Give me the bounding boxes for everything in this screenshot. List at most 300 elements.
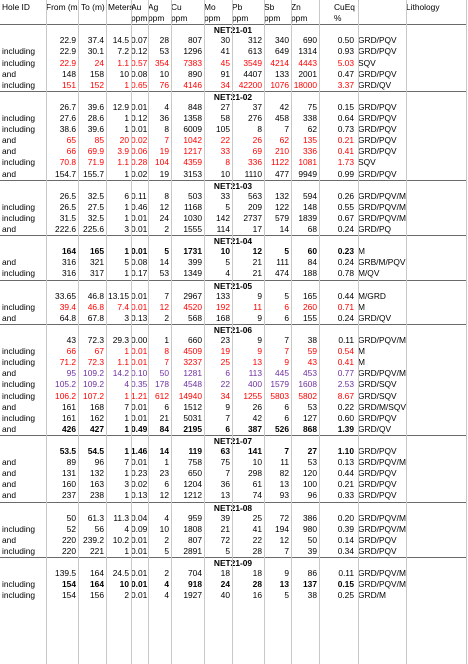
cell-to: 46.8	[87, 290, 104, 301]
cell-mo: 192	[216, 301, 230, 312]
cell-from: 154	[62, 590, 76, 601]
cell-mo: 13	[220, 490, 230, 501]
interval-qualifier	[2, 513, 46, 524]
cell-meters: 14.2	[112, 368, 129, 379]
cell-sb: 7	[284, 446, 289, 456]
cell-au: 0.04	[131, 512, 148, 523]
cell-ag: 1	[164, 457, 169, 468]
cell-meters: 3.9	[117, 146, 129, 157]
cell-zn: 1608	[298, 379, 317, 390]
cell-pb: 22	[252, 534, 262, 545]
unit-mo: ppm	[204, 13, 221, 24]
interval-qualifier: including	[2, 412, 36, 423]
cell-mo: 7	[225, 412, 230, 423]
cell-pb: 9	[257, 335, 262, 345]
cell-sb: 7	[284, 545, 289, 556]
table-row	[0, 224, 466, 235]
table-row	[0, 191, 466, 202]
cell-pb: 41	[252, 523, 262, 534]
table-row	[0, 546, 466, 557]
cell-meters: 1	[124, 390, 129, 401]
cell-zn: 50	[307, 534, 317, 545]
table-row	[0, 446, 466, 457]
table-row	[0, 291, 466, 302]
cell-pb: 387	[248, 423, 262, 434]
cell-lithology: GRD/QV	[358, 423, 392, 434]
interval-qualifier	[2, 246, 46, 257]
cell-sb: 11	[280, 457, 289, 468]
cell-zn: 84	[307, 257, 317, 268]
cell-cueq: 0.78	[337, 268, 354, 279]
cell-sb: 122	[275, 201, 289, 212]
cell-ag: 8	[164, 124, 169, 135]
cell-pb: 9	[257, 346, 262, 357]
cell-sb: 340	[275, 35, 289, 46]
cell-cu: 1042	[183, 135, 202, 146]
cell-sb: 6	[284, 412, 289, 423]
cell-mo: 9	[225, 401, 230, 412]
hole-header-row	[0, 557, 466, 568]
cell-pb: 8	[257, 124, 262, 135]
cell-from: 65	[66, 135, 76, 146]
cell-cu: 758	[188, 457, 202, 468]
cell-mo: 34	[220, 390, 230, 401]
cell-cueq: 0.15	[337, 579, 354, 590]
cell-cueq: 0.13	[337, 457, 354, 468]
cell-zn: 18000	[293, 79, 317, 90]
cell-lithology: GRD/PQV/M	[358, 190, 406, 201]
table-row	[0, 157, 466, 168]
cell-to: 67.8	[87, 312, 104, 323]
cell-zn: 120	[303, 468, 317, 479]
cell-to: 56	[94, 523, 104, 534]
cell-lithology: M	[358, 346, 365, 357]
interval-qualifier	[2, 568, 46, 579]
cell-cueq: 0.44	[337, 468, 354, 479]
cell-zn: 260	[303, 301, 317, 312]
cell-au: 0.02	[131, 479, 148, 490]
cell-sb: 14	[279, 224, 289, 234]
table-row	[0, 102, 466, 113]
cell-sb: 7	[284, 335, 289, 345]
cell-sb: 62	[279, 135, 289, 146]
interval-qualifier: including	[2, 390, 36, 401]
cell-pb: 563	[248, 190, 262, 201]
cell-lithology: GRD/PQV	[358, 135, 397, 146]
cell-lithology: GRD/PQV/M	[358, 579, 406, 590]
cell-sb: 6	[284, 301, 289, 312]
table-row	[0, 424, 466, 435]
cell-au: 0.01	[131, 545, 148, 556]
cell-from: 71.2	[59, 357, 76, 368]
cell-from: 316	[62, 257, 76, 268]
cell-meters: 14.5	[112, 35, 129, 46]
interval-qualifier: and	[2, 257, 16, 268]
cell-cueq: 0.39	[337, 523, 354, 534]
cell-au: 0.08	[131, 68, 148, 79]
cell-au: 0.01	[131, 224, 148, 234]
cell-meters: 13.15	[108, 290, 129, 301]
cell-from: 426	[62, 423, 76, 434]
interval-qualifier: including	[2, 545, 36, 556]
cell-to: 37.4	[87, 35, 104, 46]
cell-lithology: GRD/QV	[358, 79, 392, 90]
interval-qualifier: and	[2, 534, 16, 545]
header-ag: Ag	[148, 2, 159, 12]
cell-ag: 178	[155, 379, 169, 390]
cell-cu: 2891	[183, 545, 202, 556]
hole-header-row	[0, 502, 466, 513]
cell-zn: 137	[303, 579, 317, 590]
table-row	[0, 313, 466, 324]
cell-from: 148	[62, 68, 76, 79]
cell-mo: 27	[220, 101, 230, 112]
cell-au: 0.01	[131, 346, 148, 357]
cell-from: 139.5	[55, 568, 76, 579]
cell-to: 239.2	[83, 534, 104, 545]
table-row	[0, 268, 466, 279]
table-row	[0, 468, 466, 479]
cell-from: 64.8	[59, 312, 76, 323]
table-row	[0, 479, 466, 490]
cell-to: 61.3	[87, 512, 104, 523]
cell-to: 164	[90, 568, 104, 579]
cell-pb: 1110	[244, 168, 262, 179]
cell-cueq: 0.44	[337, 290, 354, 301]
cell-ag: 8	[164, 190, 169, 201]
cell-au: 0.12	[131, 46, 148, 57]
cell-sb: 194	[275, 523, 289, 534]
cell-au: 0.01	[131, 412, 148, 423]
header-to: To (m)	[81, 2, 105, 12]
cell-lithology: GRD/PQV	[358, 446, 397, 456]
cell-to: 168	[90, 401, 104, 412]
table-header-row	[0, 2, 466, 13]
cell-cu: 1212	[183, 490, 202, 501]
cell-from: 26.5	[59, 201, 76, 212]
cell-meters: 10	[119, 579, 129, 590]
cell-au: 0.49	[131, 423, 148, 434]
hole-header-row	[0, 235, 466, 246]
cell-meters: 5	[124, 257, 129, 268]
cell-pb: 613	[248, 46, 262, 57]
table-row	[0, 135, 466, 146]
cell-cu: 14940	[178, 390, 202, 401]
cell-zn: 1081	[298, 157, 317, 168]
cell-sb: 9	[284, 568, 289, 579]
cell-cu: 1358	[183, 113, 202, 123]
cell-ag: 10	[159, 68, 169, 79]
cell-meters: 29.3	[112, 335, 129, 345]
cell-meters: 10	[119, 68, 129, 79]
cell-to: 132	[90, 468, 104, 479]
cell-pb: 61	[252, 479, 262, 490]
cell-ag: 36	[159, 113, 169, 123]
cell-from: 151	[62, 79, 76, 90]
interval-qualifier: including	[2, 79, 36, 90]
interval-qualifier: including	[2, 590, 36, 601]
cell-to: 85	[94, 135, 104, 146]
cell-cueq: 0.14	[337, 534, 354, 545]
cell-cueq: 0.21	[337, 479, 354, 490]
cell-cu: 1512	[183, 401, 202, 412]
cell-cu: 1731	[183, 246, 202, 257]
cell-pb: 21	[252, 268, 262, 279]
cell-meters: 1	[124, 446, 129, 456]
header-pb: Pb	[232, 2, 243, 12]
cell-cueq: 8.67	[337, 390, 354, 401]
cell-zn: 868	[303, 423, 317, 434]
interval-qualifier: including	[2, 301, 36, 312]
cell-zn: 27	[307, 446, 317, 456]
cell-from: 53.5	[59, 446, 76, 456]
table-row	[0, 124, 466, 135]
cell-cu: 3237	[183, 357, 202, 368]
cell-cueq: 0.23	[337, 246, 354, 257]
cell-au: 0.08	[131, 257, 148, 268]
cell-sb: 5	[284, 590, 289, 601]
cell-ag: 19	[159, 168, 169, 179]
cell-meters: 1	[124, 412, 129, 423]
cell-cu: 1349	[183, 268, 202, 279]
cell-to: 72.3	[87, 335, 104, 345]
cell-ag: 14	[159, 446, 169, 456]
cell-ag: 14	[159, 257, 169, 268]
cell-au: 0.65	[131, 79, 148, 90]
cell-meters: 20	[119, 135, 129, 146]
interval-qualifier: including	[2, 212, 36, 223]
cell-zn: 453	[303, 368, 317, 379]
cell-meters: 11.3	[113, 512, 129, 523]
cell-sb: 132	[275, 190, 289, 201]
cell-from: 131	[62, 468, 76, 479]
cell-pb: 209	[248, 201, 262, 212]
cell-mo: 72	[220, 534, 230, 545]
cell-sb: 9	[284, 357, 289, 368]
interval-qualifier: including	[2, 46, 36, 57]
cell-lithology: GRD/PQV	[358, 490, 397, 501]
cell-sb: 5	[284, 246, 289, 257]
cell-from: 316	[62, 268, 76, 279]
cell-lithology: GRD/PQV	[358, 468, 397, 479]
cell-sb: 72	[279, 512, 289, 523]
table-row	[0, 202, 466, 213]
cell-ag: 4	[164, 101, 169, 112]
cell-sb: 7	[284, 124, 289, 135]
cell-from: 22.9	[59, 46, 76, 57]
interval-qualifier: and	[2, 490, 16, 501]
cell-cu: 1030	[183, 212, 202, 223]
cell-mo: 36	[220, 479, 230, 490]
table-row	[0, 46, 466, 57]
cell-pb: 25	[252, 512, 262, 523]
table-row	[0, 113, 466, 124]
cell-ag: 5	[164, 545, 169, 556]
cell-cu: 4520	[183, 301, 202, 312]
cell-sb: 82	[279, 468, 289, 479]
cell-cu: 2967	[183, 290, 202, 301]
cell-sb: 6	[284, 312, 289, 323]
cell-from: 39.4	[59, 301, 76, 312]
cell-to: 28.6	[87, 113, 104, 123]
cell-cueq: 0.67	[337, 212, 354, 223]
cell-mo: 40	[220, 590, 230, 601]
grid-line	[78, 0, 79, 664]
cell-mo: 39	[220, 512, 230, 523]
cell-au: 0.01	[131, 457, 148, 468]
cell-cu: 568	[188, 312, 202, 323]
cell-meters: 7	[124, 401, 129, 412]
cell-cu: 5031	[183, 412, 202, 423]
cell-pb: 336	[248, 157, 262, 168]
unit-pb: ppm	[232, 13, 249, 24]
cell-cueq: 0.60	[337, 412, 354, 423]
cell-lithology: GRD/PQV	[358, 479, 397, 490]
cell-zn: 53	[307, 401, 317, 412]
grid-line	[319, 0, 320, 664]
cell-cueq: 0.41	[337, 146, 354, 157]
table-row	[0, 402, 466, 413]
interval-qualifier: and	[2, 146, 16, 157]
table-row	[0, 257, 466, 268]
cell-meters: 7.2	[117, 46, 129, 57]
cell-to: 69.9	[87, 146, 104, 157]
cell-cu: 807	[188, 35, 202, 46]
cell-pb: 17	[252, 224, 262, 234]
cell-zn: 86	[307, 568, 317, 579]
cell-lithology: GRD/PQV	[358, 35, 397, 46]
cell-ag: 5	[164, 246, 169, 257]
cell-mo: 25	[220, 357, 230, 368]
table-row	[0, 391, 466, 402]
cell-meters: 1.1	[117, 157, 129, 168]
cell-to: 72.3	[87, 357, 104, 368]
cell-to: 30.1	[87, 46, 104, 57]
cell-meters: 10.2	[112, 534, 129, 545]
cell-mo: 33	[220, 146, 230, 157]
cell-zn: 39	[307, 545, 317, 556]
cell-ag: 84	[159, 423, 169, 434]
table-row	[0, 35, 466, 46]
header-from: From (m	[46, 2, 78, 12]
cell-meters: 1.1	[117, 357, 129, 368]
cell-cu: 6009	[183, 124, 202, 135]
cell-meters: 4	[124, 523, 129, 534]
cell-cueq: 0.77	[337, 368, 354, 379]
table-row	[0, 490, 466, 501]
hole-header-row	[0, 91, 466, 102]
cell-cueq: 0.50	[337, 35, 354, 46]
cell-sb: 5	[284, 290, 289, 301]
cell-ag: 104	[155, 157, 169, 168]
cell-from: 38.6	[59, 124, 76, 135]
table-row	[0, 146, 466, 157]
cell-lithology: SQV	[358, 57, 376, 68]
cell-meters: 1	[124, 423, 129, 434]
cell-from: 154.7	[55, 168, 76, 179]
cell-mo: 133	[216, 290, 230, 301]
cell-pb: 28	[252, 579, 262, 590]
cell-pb: 74	[252, 490, 262, 501]
cell-to: 32.5	[87, 190, 104, 201]
hole-id: NET21-09	[213, 558, 253, 568]
cell-zn: 100	[303, 479, 317, 490]
cell-au: 1.46	[131, 446, 148, 456]
cell-meters: 24.5	[112, 568, 129, 579]
cell-au: 0.23	[131, 468, 148, 479]
header-meters: Meters	[108, 2, 134, 12]
cell-mo: 23	[220, 335, 230, 345]
hole-header-row	[0, 180, 466, 191]
cell-mo: 30	[220, 35, 230, 46]
cell-to: 165	[90, 246, 104, 257]
cell-sb: 1076	[270, 79, 289, 90]
cell-au: 0.01	[131, 401, 148, 412]
cell-to: 155.7	[83, 168, 104, 179]
cell-lithology: GRB/M/PQV	[358, 257, 406, 268]
cell-zn: 75	[307, 101, 317, 112]
cell-sb: 526	[275, 423, 289, 434]
cell-mo: 10	[220, 168, 230, 179]
interval-qualifier: including	[2, 357, 36, 368]
grid-line	[466, 0, 467, 664]
interval-qualifier: including	[2, 379, 36, 390]
cell-from: 66	[66, 146, 76, 157]
grid-line	[171, 0, 172, 664]
grid-line	[291, 0, 292, 664]
cell-lithology: GRD/PQV	[358, 68, 397, 79]
cell-cu: 1555	[183, 224, 202, 234]
cell-ag: 50	[159, 368, 169, 379]
cell-sb: 13	[279, 479, 289, 490]
cell-from: 164	[62, 246, 76, 257]
grid-line	[46, 0, 47, 664]
cell-mo: 91	[220, 68, 230, 79]
cell-lithology: SQV	[358, 157, 376, 168]
interval-qualifier	[2, 102, 46, 113]
cell-cu: 848	[188, 101, 202, 112]
cell-ag: 354	[155, 57, 169, 68]
cell-meters: 4	[124, 379, 129, 390]
cell-from: 26.5	[59, 190, 76, 201]
cell-cueq: 2.53	[337, 379, 354, 390]
cell-au: 0.28	[131, 157, 148, 168]
cell-au: 0.02	[131, 135, 148, 146]
hole-id: NET21-06	[213, 324, 253, 335]
cell-to: 46.8	[87, 301, 104, 312]
cell-cueq: 1.10	[337, 446, 354, 456]
cell-mo: 34	[220, 79, 230, 90]
cell-cu: 704	[188, 568, 202, 579]
unit-cu: ppm	[171, 13, 188, 24]
cell-ag: 8	[164, 346, 169, 357]
interval-qualifier: including	[2, 157, 36, 168]
cell-from: 43	[66, 335, 76, 345]
grid-line	[131, 0, 132, 664]
cell-cueq: 0.21	[337, 135, 354, 146]
cell-cueq: 0.33	[337, 490, 354, 501]
table-row	[0, 80, 466, 91]
cell-meters: 6	[124, 190, 129, 201]
cell-au: 0.09	[131, 523, 148, 534]
cell-mo: 75	[220, 457, 230, 468]
cell-from: 106.2	[55, 390, 76, 401]
cell-au: 0.01	[131, 568, 148, 579]
cell-to: 24	[94, 57, 104, 68]
table-row	[0, 58, 466, 69]
cell-sb: 579	[275, 212, 289, 223]
cell-to: 158	[90, 68, 104, 79]
